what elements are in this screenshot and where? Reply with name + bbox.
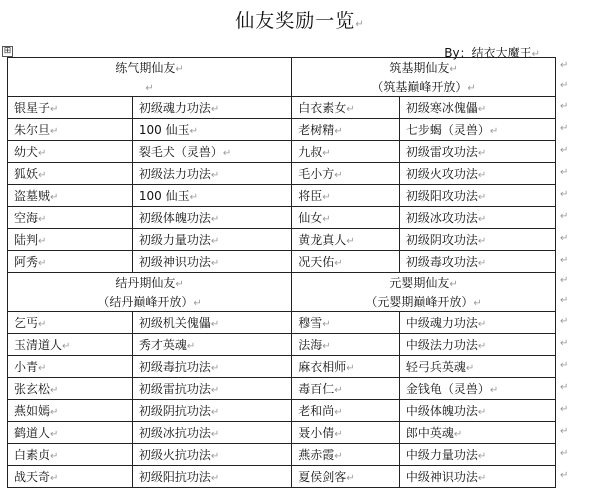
cell-text: 将臣	[298, 189, 323, 203]
right-friend-name	[292, 97, 400, 119]
paragraph-mark: ↵	[322, 341, 331, 352]
right-friend-name	[292, 251, 400, 273]
table-row	[8, 334, 556, 356]
cell-text: 初级毒攻功法	[405, 255, 478, 269]
cell-text: 初级冰攻功法	[405, 211, 478, 225]
cell-text: 金钱龟（灵兽）	[405, 382, 490, 396]
cell-text: 小青	[14, 360, 39, 374]
left-friend-name	[8, 312, 133, 334]
right-friend-name	[292, 141, 400, 163]
left-friend-name	[8, 229, 133, 251]
left-friend-name	[8, 356, 133, 378]
paragraph-mark: ↵	[531, 49, 540, 60]
cell-text: 空海	[14, 211, 39, 225]
cell-text: 郎中英魂	[405, 426, 454, 440]
paragraph-mark: ↵	[465, 363, 475, 374]
paragraph-mark: ↵	[334, 451, 343, 462]
paragraph-mark: ↵	[477, 407, 487, 418]
paragraph-mark: ↵	[477, 214, 487, 225]
row-end-mark: ↵	[560, 100, 569, 112]
cell-text: 初级阳抗功法	[138, 470, 211, 484]
left-reward	[132, 444, 291, 466]
cell-text: 穆雪	[298, 316, 323, 330]
paragraph-mark: ↵	[334, 429, 343, 440]
paragraph-mark: ↵	[489, 126, 499, 137]
section-subheader-row	[8, 292, 556, 312]
paragraph-mark: ↵	[38, 258, 47, 269]
table-row	[8, 163, 556, 185]
cell-text: 初级机关傀儡	[138, 316, 211, 330]
paragraph-mark: ↵	[477, 319, 487, 330]
paragraph-mark: ↵	[210, 451, 220, 462]
cell-text: 初级阴攻功法	[405, 233, 478, 247]
paragraph-mark: ↵	[186, 341, 196, 352]
paragraph-mark: ↵	[346, 363, 355, 374]
cell-text: 初级冰抗功法	[138, 426, 211, 440]
left-friend-name	[8, 378, 133, 400]
paragraph-mark: ↵	[50, 385, 59, 396]
paragraph-mark: ↵	[449, 64, 458, 75]
left-reward	[132, 97, 291, 119]
cell-text: 初级雷抗功法	[138, 382, 211, 396]
left-reward	[132, 119, 291, 141]
right-reward	[399, 466, 555, 488]
cell-text: 初级法力功法	[138, 167, 211, 181]
cell-text: 中级魂力功法	[405, 316, 478, 330]
right-friend-name	[292, 119, 400, 141]
right-reward	[399, 378, 555, 400]
row-end-mark: ↵	[560, 425, 569, 437]
left-friend-name	[8, 466, 133, 488]
table-row	[8, 251, 556, 273]
row-end-mark: ↵	[560, 315, 569, 327]
left-reward	[132, 400, 291, 422]
paragraph-mark: ↵	[38, 214, 47, 225]
right-friend-name	[292, 334, 400, 356]
cell-text: 100 仙玉	[138, 189, 190, 203]
paragraph-mark: ↵	[210, 170, 220, 181]
table-row	[8, 119, 556, 141]
paragraph-mark: ↵	[38, 148, 47, 159]
paragraph-mark: ↵	[322, 192, 331, 203]
row-end-mark: ↵	[560, 210, 569, 222]
left-friend-name	[8, 119, 133, 141]
right-friend-name	[292, 466, 400, 488]
left-reward	[132, 207, 291, 229]
cell-text: 狐妖	[14, 167, 39, 181]
right-friend-name	[292, 444, 400, 466]
cell-text: 九叔	[298, 145, 323, 159]
paragraph-mark: ↵	[334, 258, 343, 269]
cell-text: 轻弓兵英魂	[405, 360, 466, 374]
cell-text: 初级魂力功法	[138, 101, 211, 115]
cell-text: （结丹巅峰开放）	[97, 295, 194, 309]
right-friend-name	[292, 207, 400, 229]
left-reward	[132, 356, 291, 378]
right-friend-name	[292, 185, 400, 207]
right-reward	[399, 119, 555, 141]
stage-subheader-left	[8, 77, 292, 97]
cell-text: 乞丐	[14, 316, 39, 330]
paragraph-mark: ↵	[210, 429, 220, 440]
row-end-mark: ↵	[560, 275, 569, 287]
paragraph-mark: ↵	[222, 148, 232, 159]
paragraph-mark: ↵	[477, 148, 487, 159]
right-reward	[399, 251, 555, 273]
cell-text: 100 仙玉	[138, 123, 190, 137]
cell-text: 初级阳攻功法	[405, 189, 478, 203]
cell-text: 中级神识功法	[405, 470, 478, 484]
left-friend-name	[8, 400, 133, 422]
paragraph-mark: ↵	[346, 473, 355, 484]
cell-text: 张玄松	[14, 382, 51, 396]
table-row	[8, 185, 556, 207]
paragraph-mark: ↵	[322, 319, 331, 330]
section-header-row	[8, 273, 556, 293]
cell-text: 初级火抗功法	[138, 448, 211, 462]
stage-header-right	[292, 273, 556, 293]
row-end-mark: ↵	[560, 79, 569, 91]
cell-text: （筑基巅峰开放）	[371, 80, 468, 94]
right-friend-name	[292, 422, 400, 444]
cell-text: 老树精	[298, 123, 335, 137]
table-row	[8, 356, 556, 378]
cell-text: 七步蝎（灵兽）	[405, 123, 490, 137]
row-end-mark: ↵	[560, 403, 569, 415]
right-friend-name	[292, 356, 400, 378]
cell-text: 中级体魄功法	[405, 404, 478, 418]
cell-text: 初级雷攻功法	[405, 145, 478, 159]
cell-text: 燕赤霞	[298, 448, 335, 462]
cell-text: 白衣素女	[298, 101, 347, 115]
cell-text: 中级法力功法	[405, 338, 478, 352]
left-reward	[132, 378, 291, 400]
row-end-mark: ↵	[560, 166, 569, 178]
cell-text: （元婴期巅峰开放）	[365, 295, 474, 309]
paragraph-mark: ↵	[477, 451, 487, 462]
cell-text: 初级火攻功法	[405, 167, 478, 181]
left-friend-name	[8, 97, 133, 119]
paragraph-mark: ↵	[334, 170, 343, 181]
row-end-mark: ↵	[560, 381, 569, 393]
paragraph-mark: ↵	[145, 82, 154, 94]
left-reward	[132, 422, 291, 444]
cell-text: 结丹期仙友	[115, 276, 176, 290]
paragraph-mark: ↵	[477, 192, 487, 203]
right-reward	[399, 444, 555, 466]
paragraph-mark: ↵	[210, 407, 220, 418]
paragraph-mark: ↵	[477, 170, 487, 181]
left-friend-name	[8, 334, 133, 356]
paragraph-mark: ↵	[477, 341, 487, 352]
right-friend-name	[292, 229, 400, 251]
right-friend-name	[292, 312, 400, 334]
right-reward	[399, 141, 555, 163]
row-end-mark: ↵	[560, 144, 569, 156]
left-friend-name	[8, 163, 133, 185]
stage-header-left	[8, 58, 292, 78]
stage-subheader-right	[292, 77, 556, 97]
paragraph-mark: ↵	[175, 64, 184, 75]
stage-header-left	[8, 273, 292, 293]
right-reward	[399, 356, 555, 378]
cell-text: 老和尚	[298, 404, 335, 418]
paragraph-mark: ↵	[346, 236, 355, 247]
right-friend-name	[292, 378, 400, 400]
left-friend-name	[8, 444, 133, 466]
paragraph-mark: ↵	[50, 126, 59, 137]
section-header-row	[8, 58, 556, 78]
cell-text: 元婴期仙友	[389, 276, 450, 290]
cell-text: 裂毛犬（灵兽）	[138, 145, 223, 159]
paragraph-mark: ↵	[189, 192, 198, 203]
paragraph-mark: ↵	[449, 279, 458, 290]
paragraph-mark: ↵	[322, 148, 331, 159]
paragraph-mark: ↵	[38, 319, 47, 330]
row-end-mark: ↵	[560, 469, 569, 481]
right-friend-name	[292, 163, 400, 185]
cell-text: 初级神识功法	[138, 255, 211, 269]
cell-text: 练气期仙友	[115, 61, 176, 75]
paragraph-mark: ↵	[355, 19, 365, 30]
paragraph-mark: ↵	[50, 429, 59, 440]
paragraph-mark: ↵	[489, 385, 499, 396]
cell-text: 战天奇	[14, 470, 51, 484]
right-reward	[399, 334, 555, 356]
paragraph-mark: ↵	[477, 473, 487, 484]
byline-text: By：结衣大魔王	[444, 46, 532, 60]
paragraph-mark: ↵	[50, 473, 59, 484]
paragraph-mark: ↵	[322, 214, 331, 225]
cell-text: 鹤道人	[14, 426, 51, 440]
paragraph-mark: ↵	[210, 104, 220, 115]
paragraph-mark: ↵	[50, 451, 59, 462]
left-friend-name	[8, 422, 133, 444]
right-reward	[399, 97, 555, 119]
left-reward	[132, 141, 291, 163]
paragraph-mark: ↵	[477, 236, 487, 247]
left-reward	[132, 185, 291, 207]
paragraph-mark: ↵	[62, 341, 71, 352]
cell-text: 初级阴抗功法	[138, 404, 211, 418]
cell-text: 毒百仁	[298, 382, 335, 396]
cell-text: 玉清道人	[14, 338, 63, 352]
paragraph-mark: ↵	[50, 104, 59, 115]
paragraph-mark: ↵	[193, 298, 202, 309]
left-reward	[132, 334, 291, 356]
row-end-mark: ↵	[560, 359, 569, 371]
right-reward	[399, 422, 555, 444]
paragraph-mark: ↵	[210, 473, 220, 484]
paragraph-mark: ↵	[50, 192, 59, 203]
paragraph-mark: ↵	[334, 126, 343, 137]
row-end-mark: ↵	[560, 232, 569, 244]
cell-text: 初级力量功法	[138, 233, 211, 247]
cell-text: 聂小倩	[298, 426, 335, 440]
left-reward	[132, 312, 291, 334]
paragraph-mark: ↵	[189, 126, 198, 137]
cell-text: 法海	[298, 338, 323, 352]
cell-text: 况天佑	[298, 255, 335, 269]
left-friend-name	[8, 185, 133, 207]
table-row	[8, 466, 556, 488]
paragraph-mark: ↵	[346, 104, 355, 115]
cell-text: 麻衣相师	[298, 360, 347, 374]
right-reward	[399, 229, 555, 251]
right-reward	[399, 163, 555, 185]
paragraph-mark: ↵	[467, 83, 476, 94]
table-row	[8, 444, 556, 466]
table-row	[8, 207, 556, 229]
right-reward	[399, 312, 555, 334]
cell-text: 筑基期仙友	[389, 61, 450, 75]
right-reward	[399, 207, 555, 229]
title-text: 仙友奖励一览	[235, 10, 356, 32]
cell-text: 黄龙真人	[298, 233, 347, 247]
table-row	[8, 97, 556, 119]
row-end-mark: ↵	[560, 294, 569, 306]
cell-text: 初级毒抗功法	[138, 360, 211, 374]
paragraph-mark: ↵	[453, 429, 463, 440]
cell-text: 幼犬	[14, 145, 39, 159]
left-reward	[132, 251, 291, 273]
row-end-mark: ↵	[560, 188, 569, 200]
cell-text: 陆判	[14, 233, 39, 247]
cell-text: 秀才英魂	[138, 338, 187, 352]
paragraph-mark: ↵	[334, 385, 343, 396]
stage-subheader-right	[292, 292, 556, 312]
paragraph-mark: ↵	[334, 407, 343, 418]
paragraph-mark: ↵	[210, 258, 220, 269]
paragraph-mark: ↵	[477, 258, 487, 269]
table-row	[8, 229, 556, 251]
paragraph-mark: ↵	[38, 363, 47, 374]
left-friend-name	[8, 207, 133, 229]
table-row	[8, 400, 556, 422]
left-friend-name	[8, 141, 133, 163]
paragraph-mark: ↵	[477, 104, 487, 115]
cell-text: 阿秀	[14, 255, 39, 269]
row-end-mark: ↵	[560, 254, 569, 266]
paragraph-mark: ↵	[38, 170, 47, 181]
paragraph-mark: ↵	[175, 279, 184, 290]
cell-text: 夏侯剑客	[298, 470, 347, 484]
row-end-mark: ↵	[560, 122, 569, 134]
paragraph-mark: ↵	[50, 407, 59, 418]
cell-text: 朱尔旦	[14, 123, 51, 137]
row-end-mark: ↵	[560, 337, 569, 349]
table-move-handle-icon[interactable]: ⊞	[3, 46, 12, 56]
cell-text: 仙女	[298, 211, 323, 225]
right-friend-name	[292, 400, 400, 422]
paragraph-mark: ↵	[210, 319, 220, 330]
cell-text: 银星子	[14, 101, 51, 115]
stage-header-right	[292, 58, 556, 78]
paragraph-mark: ↵	[210, 214, 220, 225]
cell-text: 初级寒冰傀儡	[405, 101, 478, 115]
cell-text: 中级力量功法	[405, 448, 478, 462]
paragraph-mark: ↵	[210, 385, 220, 396]
table-row	[8, 422, 556, 444]
paragraph-mark: ↵	[38, 236, 47, 247]
cell-text: 盗墓贼	[14, 189, 51, 203]
table-row	[8, 312, 556, 334]
document-title	[0, 6, 600, 33]
row-end-mark: ↵	[560, 447, 569, 459]
stage-subheader-left	[8, 292, 292, 312]
cell-text: 白素贞	[14, 448, 51, 462]
paragraph-mark: ↵	[210, 363, 220, 374]
cell-text: 初级体魄功法	[138, 211, 211, 225]
right-reward	[399, 400, 555, 422]
left-reward	[132, 229, 291, 251]
cell-text: 毛小方	[298, 167, 335, 181]
paragraph-mark: ↵	[473, 298, 482, 309]
left-reward	[132, 466, 291, 488]
paragraph-mark: ↵	[210, 236, 220, 247]
row-end-mark: ↵	[560, 60, 569, 72]
table-row	[8, 378, 556, 400]
right-reward	[399, 185, 555, 207]
reward-table	[7, 57, 556, 488]
left-friend-name	[8, 251, 133, 273]
section-subheader-row	[8, 77, 556, 97]
cell-text: 燕如嫣	[14, 404, 51, 418]
left-reward	[132, 163, 291, 185]
table-row	[8, 141, 556, 163]
